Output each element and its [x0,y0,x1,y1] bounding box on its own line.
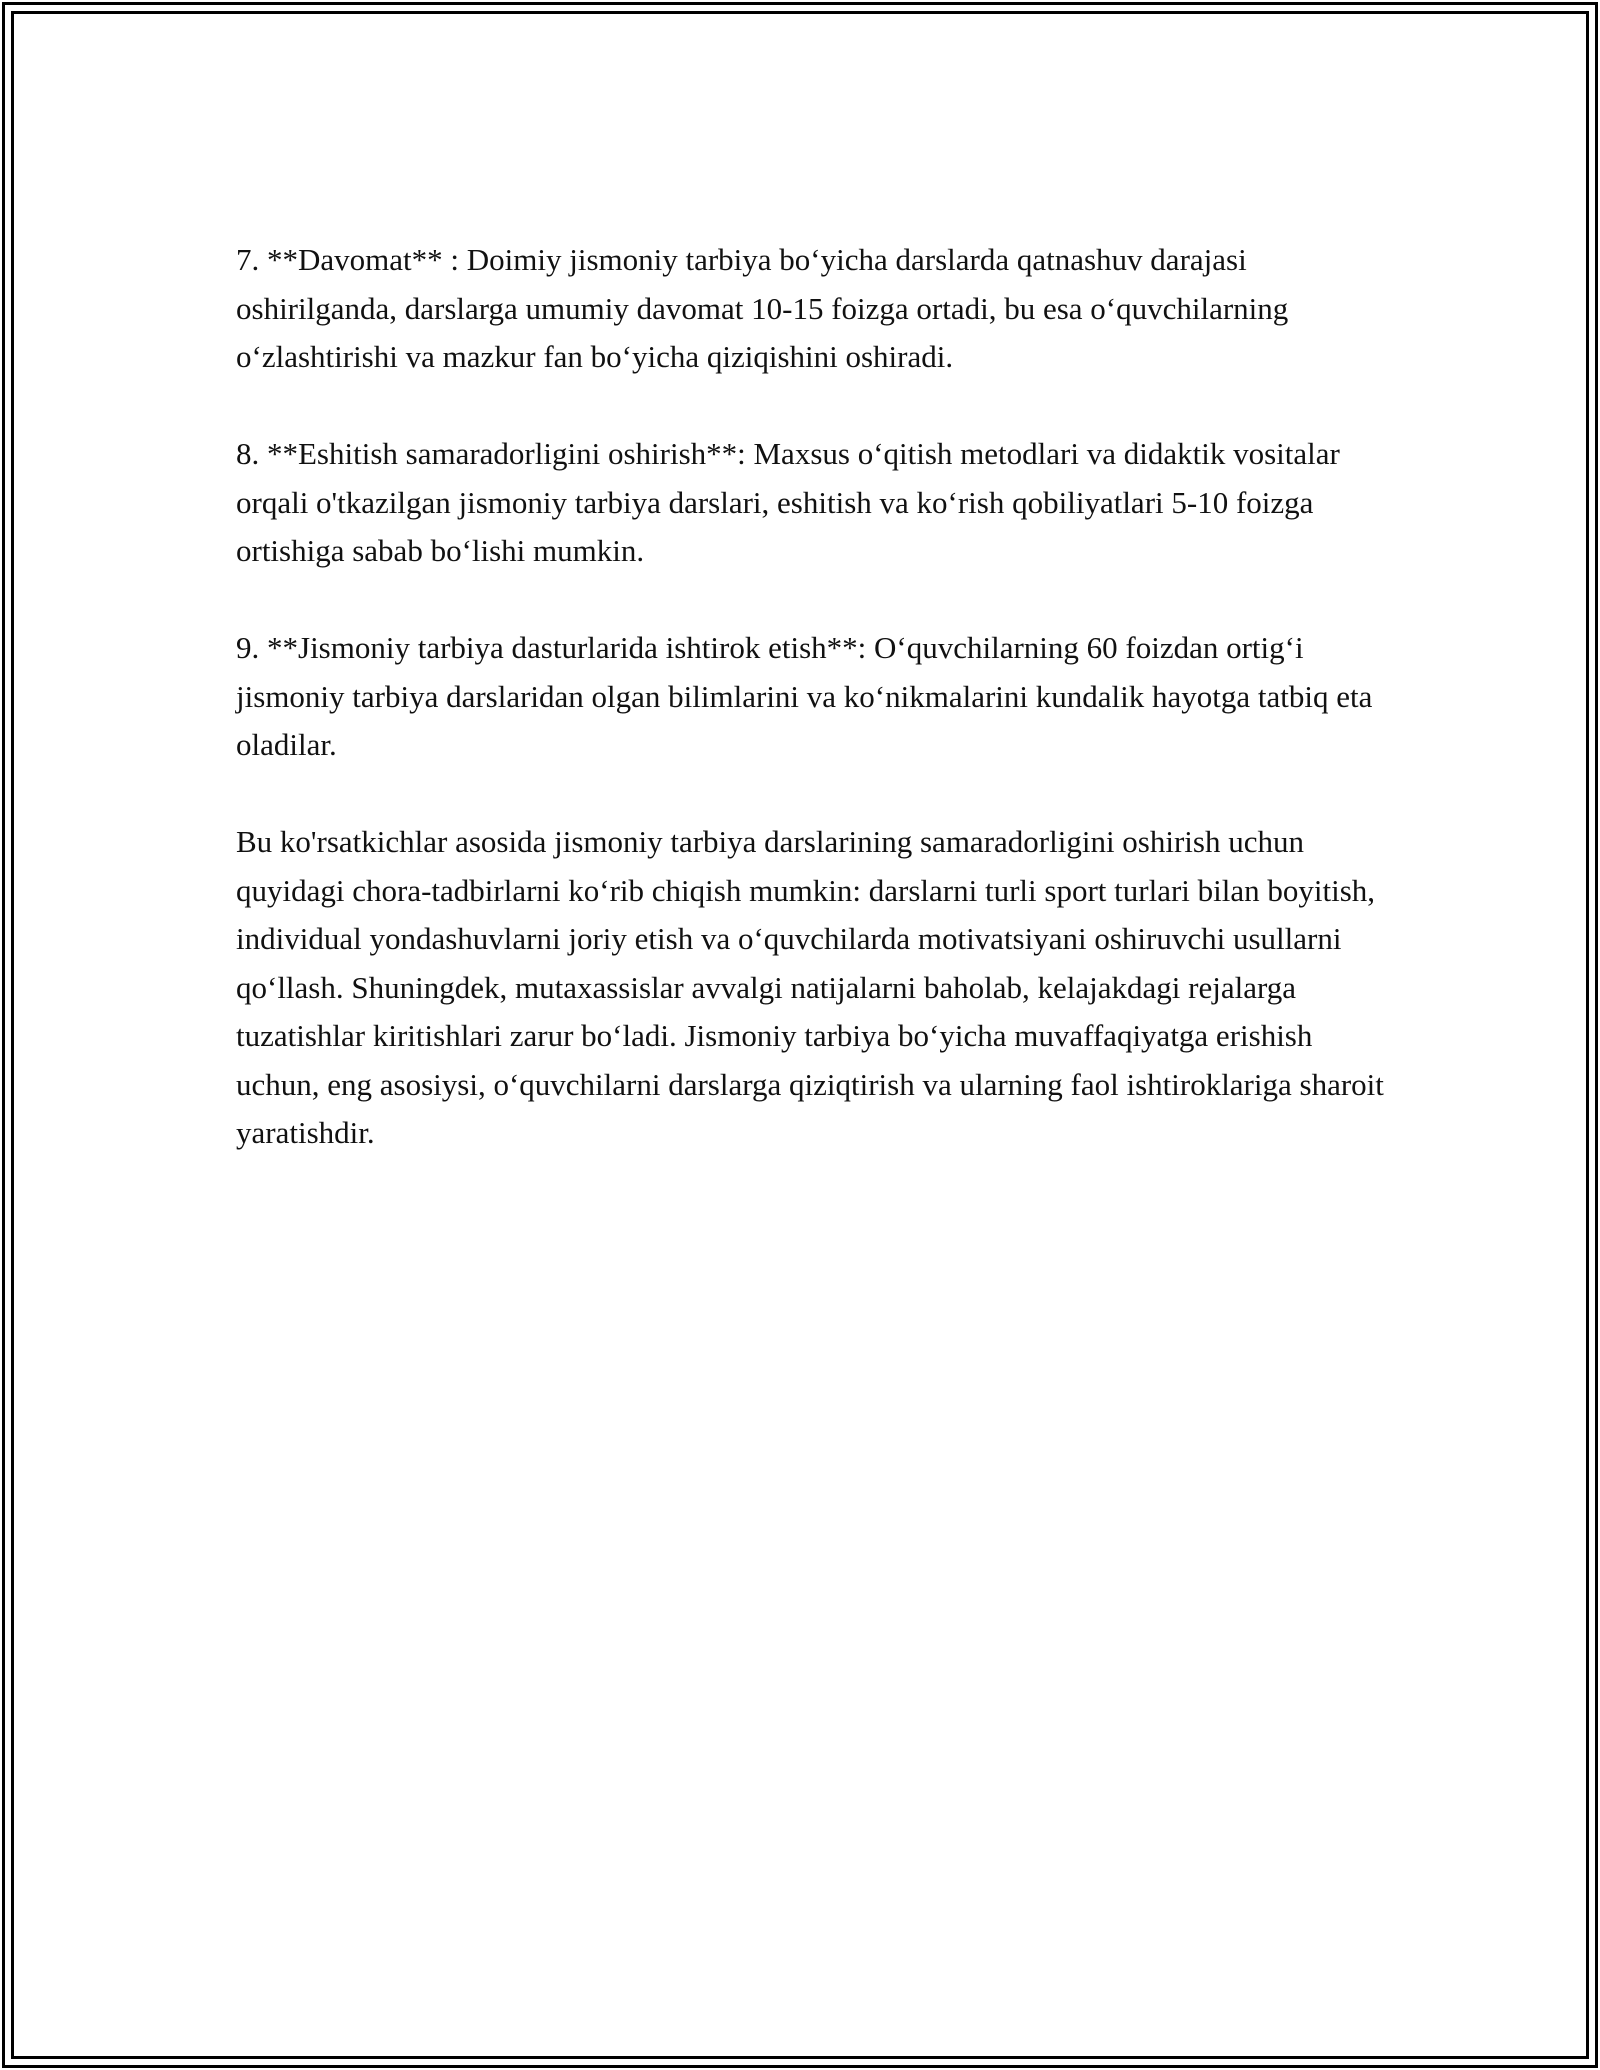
document-body [236,236,1386,1206]
paragraph-eshitish: 8. **Eshitish samaradorligini oshirish**: Maxsus o‘qitish metodlari va didaktik vositalar orqali o'tkazilgan jismoniy tarbiya darslari, eshitish va ko‘rish qobiliyatlari 5-10 foizga ortishiga sabab bo‘lishi mumkin. [236,436,1340,568]
paragraph-davomat: 7. **Davomat** : Doimiy jismoniy tarbiya bo‘yicha darslarda qatnashuv darajasi oshirilganda, darslarga umumiy davomat 10-15 foizga ortadi, bu esa o‘quvchilarning o‘zlashtirishi va mazkur fan bo‘yicha qiziqishini oshiradi. [236,242,1289,374]
paragraph-ishtirok: 9. **Jismoniy tarbiya dasturlarida ishtirok etish**: O‘quvchilarning 60 foizdan ortig‘i jismoniy tarbiya darslaridan olgan bilimlarini va ko‘nikmalarini kundalik hayotga tatbiq eta oladilar. [236,630,1373,762]
paragraph-conclusion: Bu ko'rsatkichlar asosida jismoniy tarbiya darslarining samaradorligini oshirish uchun quyidagi chora-tadbirlarni ko‘rib chiqish mumkin: darslarni turli sport turlari bilan boyitish, individual yondashuvlarni joriy etish va o‘quvchilarda motivatsiyani oshiruvchi usullarni qo‘llash. Shuningdek, mutaxassislar avvalgi natijalarni baholab, kelajakdagi rejalarga tuzatishlar kiritishlari zarur bo‘ladi. Jismoniy tarbiya bo‘yicha muvaffaqiyatga erishish uchun, eng asosiysi, o‘quvchilarni darslarga qiziqtirish va ularning faol ishtiroklariga sharoit yaratishdir. [236,824,1384,1150]
